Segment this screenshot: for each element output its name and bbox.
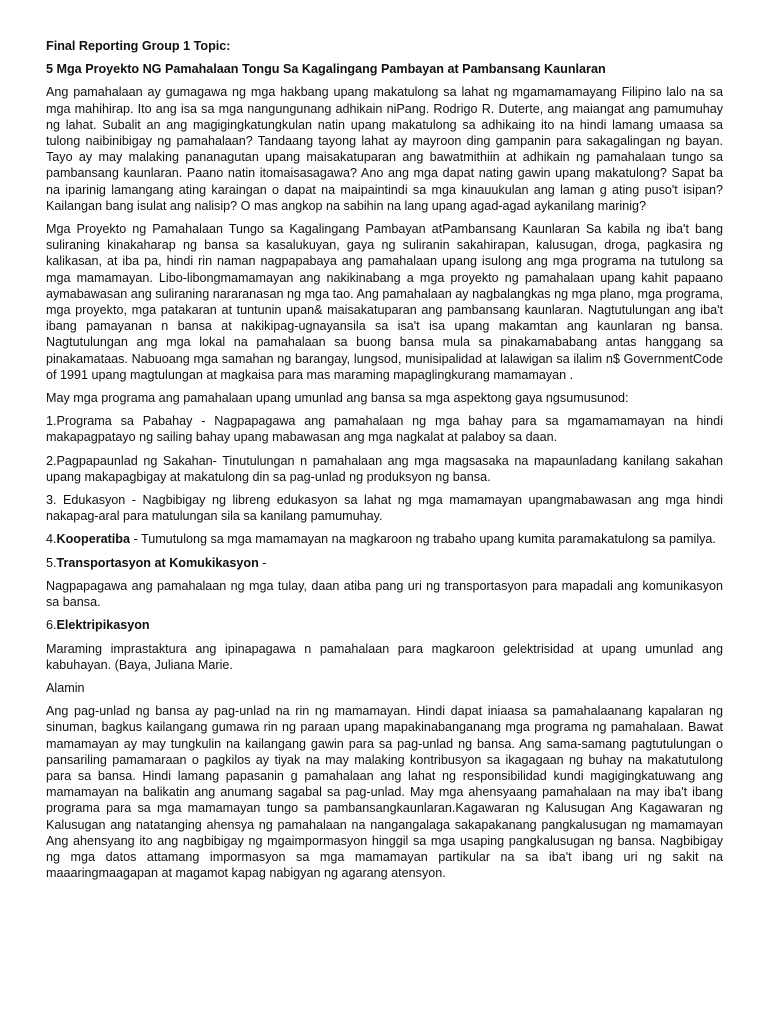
projects-paragraph: Mga Proyekto ng Pamahalaan Tungo sa Kagalingang Pambayan atPambansang Kaunlaran Sa kabila ng iba't bang suliraning kinakaharap ng bansa sa kasalukuyan, gaya ng suliranin sakahirapan, kalusugan, droga, pagkasira ng kalikasan, at iba pa, hindi rin naman nagpapabaya ang pamahalaan upang isulong ang mga programa na tutulong sa mga mamamayan. Libo-libongmamamayan ang nakikinabang a mga proyekto ng pamahalaan upang kahit papaano aymabawasan ang suliraning nararanasan ng mga tao. Ang pamahalaan ay nagbalangkas ng mga plano, mga programa, mga proyekto, mga patakaran at tuntunin upan& maisakatuparan ang pambansang kaunlaran. Nagtutulungan ang iba't ibang pamayanan n bansa at nakikipag-ugnayansila sa isa't isa upang makamtan ang kaunlaran ng bansa. Nagtutulungan ang mga lokal na pamahalaan sa buong bansa mula sa pinakamababang antas hanggang sa pinakamataas. Nabuoang mga samahan ng barangay, lungsod, munisipalidad at lalawigan sa ilalim n$ GovernmentCode of 1991 upang magtulungan at magkaisa para mas maraming mapaglingkurang mamamayan . <box>46 222 723 382</box>
program-item-housing: 1.Programa sa Pabahay - Nagpapagawa ang pamahalaan ng mga bahay para sa mgamamamayan na hindi makapagpatayo ng sailing bahay upang mabawasan ang mga nagkalat at palaboy sa daan. <box>46 414 723 445</box>
item-number: 6. <box>46 618 57 633</box>
programs-intro: May mga programa ang pamahalaan upang umunlad ang bansa sa mga aspektong gaya ngsumusunod: <box>46 391 629 406</box>
program-item-cooperative <box>46 531 723 547</box>
item-title: Elektripikasyon <box>56 618 150 633</box>
program-item-transport-heading <box>46 555 723 571</box>
item-dash: - <box>258 555 267 570</box>
intro-paragraph: Ang pamahalaan ay gumagawa ng mga hakbang upang makatulong sa lahat ng mgamamamayang Filipino lalo na sa mga mahihirap. Ito ang isa sa mga nangungunang adhikain niPang. Rodrigo R. Duterte, ang maiangat ang pamumuhay ng lahat. Subalit an ang magigingkatungkulan natin upang makatulong sa adhikaing ito na hindi lamang umaasa sa tulong naibinibigay ng pamahalaan? Tandaang tayong lahat ay mayroon ding gampanin para sakagalingan ng bayan. Tayo ay may malaking pananagutan upang maisakatuparan ang bawatmithiin at adhikain ng pamahalaan tungo sa pambansang kaunlaran. Paano natin itomaisasagawa? Ano ang mga dapat nating gawin upang makatulong? Sapat ba na iparinig lamangang ating karaingan o dapat na maipaintindi sa mga kinauukulan ang laman g ating puso't isipan? Kailangan bang isulat ang nalisip? O mas angkop na sabihin na lang upang agad-agad aykanilang marinig? <box>46 85 723 213</box>
item-title: Transportasyon at Komukikasyon <box>56 555 259 570</box>
program-item-electrification-heading <box>46 617 723 633</box>
program-item-education: 3. Edukasyon - Nagbibigay ng libreng edukasyon sa lahat ng mga mamamayan upangmabawasan ang mga hindi nakapag-aral para matulungan sila sa kanilang pamumuhay. <box>46 493 723 524</box>
item-text: - Tumutulong sa mga mamamayan na magkaroon ng trabaho upang kumita paramakatulong sa pamilya. <box>130 532 716 547</box>
program-item-electrification-body: Maraming imprastaktura ang ipinapagawa n pamahalaan para magkaroon gelektrisidad at upang umunlad ang kabuhayan. (Baya, Juliana Marie. <box>46 641 723 672</box>
program-item-farming: 2.Pagpapaunlad ng Sakahan- Tinutulungan n pamahalaan ang mga magsasaka na mapaunladang kanilang sakahan upang makapagbigay at makatulong din sa pag-unlad ng produksyon ng bansa. <box>46 453 723 484</box>
report-heading: Final Reporting Group 1 Topic: <box>46 39 231 53</box>
closing-paragraph: Ang pag-unlad ng bansa ay pag-unlad na rin ng mamamayan. Hindi dapat iniaasa sa pamahalaanang kapalaran ng sinuman, bagkus kailangang gumawa rin ng paraan upang mapakinabanganang mga programa ng pamahalaan. Bawat mamamayan ay may tungkulin na kailangang gawin para sa pag-unlad ng bansa. Ang sama-samang pagtutulungan o pansariling pamamaraan o pagkilos ay tiyak na may malaking kontribusyon sa ikagagaan ng buhay na makatutulong para sa bansa. Hindi lamang papasanin g pamahalaan ang lahat ng responsibilidad kundi magigingkatuwang ang mamamayan na balikatin ang anumang sagabal sa pag-unlad. May mga ahensyaang pamahalaan na may iba't ibang programa para sa mga mamamayan tungo sa pambansangkaunlaran.Kagawaran ng Kalusugan Ang Kagawaran ng Kalusugan ang natatanging ahensya ng pamahalaan na nangangalaga sakapakanang pangkalusugan ng mamamayan Ang ahensyang ito ang nagbibigay ng mgaimpormasyon hinggil sa mga usaping pangkalusugan ng bansa. Nagbibigay ng mga datos attamang impormasyon sa mga mamamayan partikular na sa iba't ibang uri ng sakit na maaaringmaagapan at magamot kapag nabigyan ng agarang atensyon. <box>46 704 723 881</box>
document-page <box>46 38 723 888</box>
section-label-alamin: Alamin <box>46 680 85 695</box>
item-number: 5. <box>46 555 57 570</box>
document-title: 5 Mga Proyekto NG Pamahalaan Tongu Sa Kagalingang Pambayan at Pambansang Kaunlaran <box>46 62 606 77</box>
item-number: 4. <box>46 532 57 547</box>
item-title: Kooperatiba <box>56 532 130 547</box>
program-item-transport-body: Nagpapagawa ang pamahalaan ng mga tulay, daan atiba pang uri ng transportasyon para mapadali ang komunikasyon sa bansa. <box>46 578 723 610</box>
